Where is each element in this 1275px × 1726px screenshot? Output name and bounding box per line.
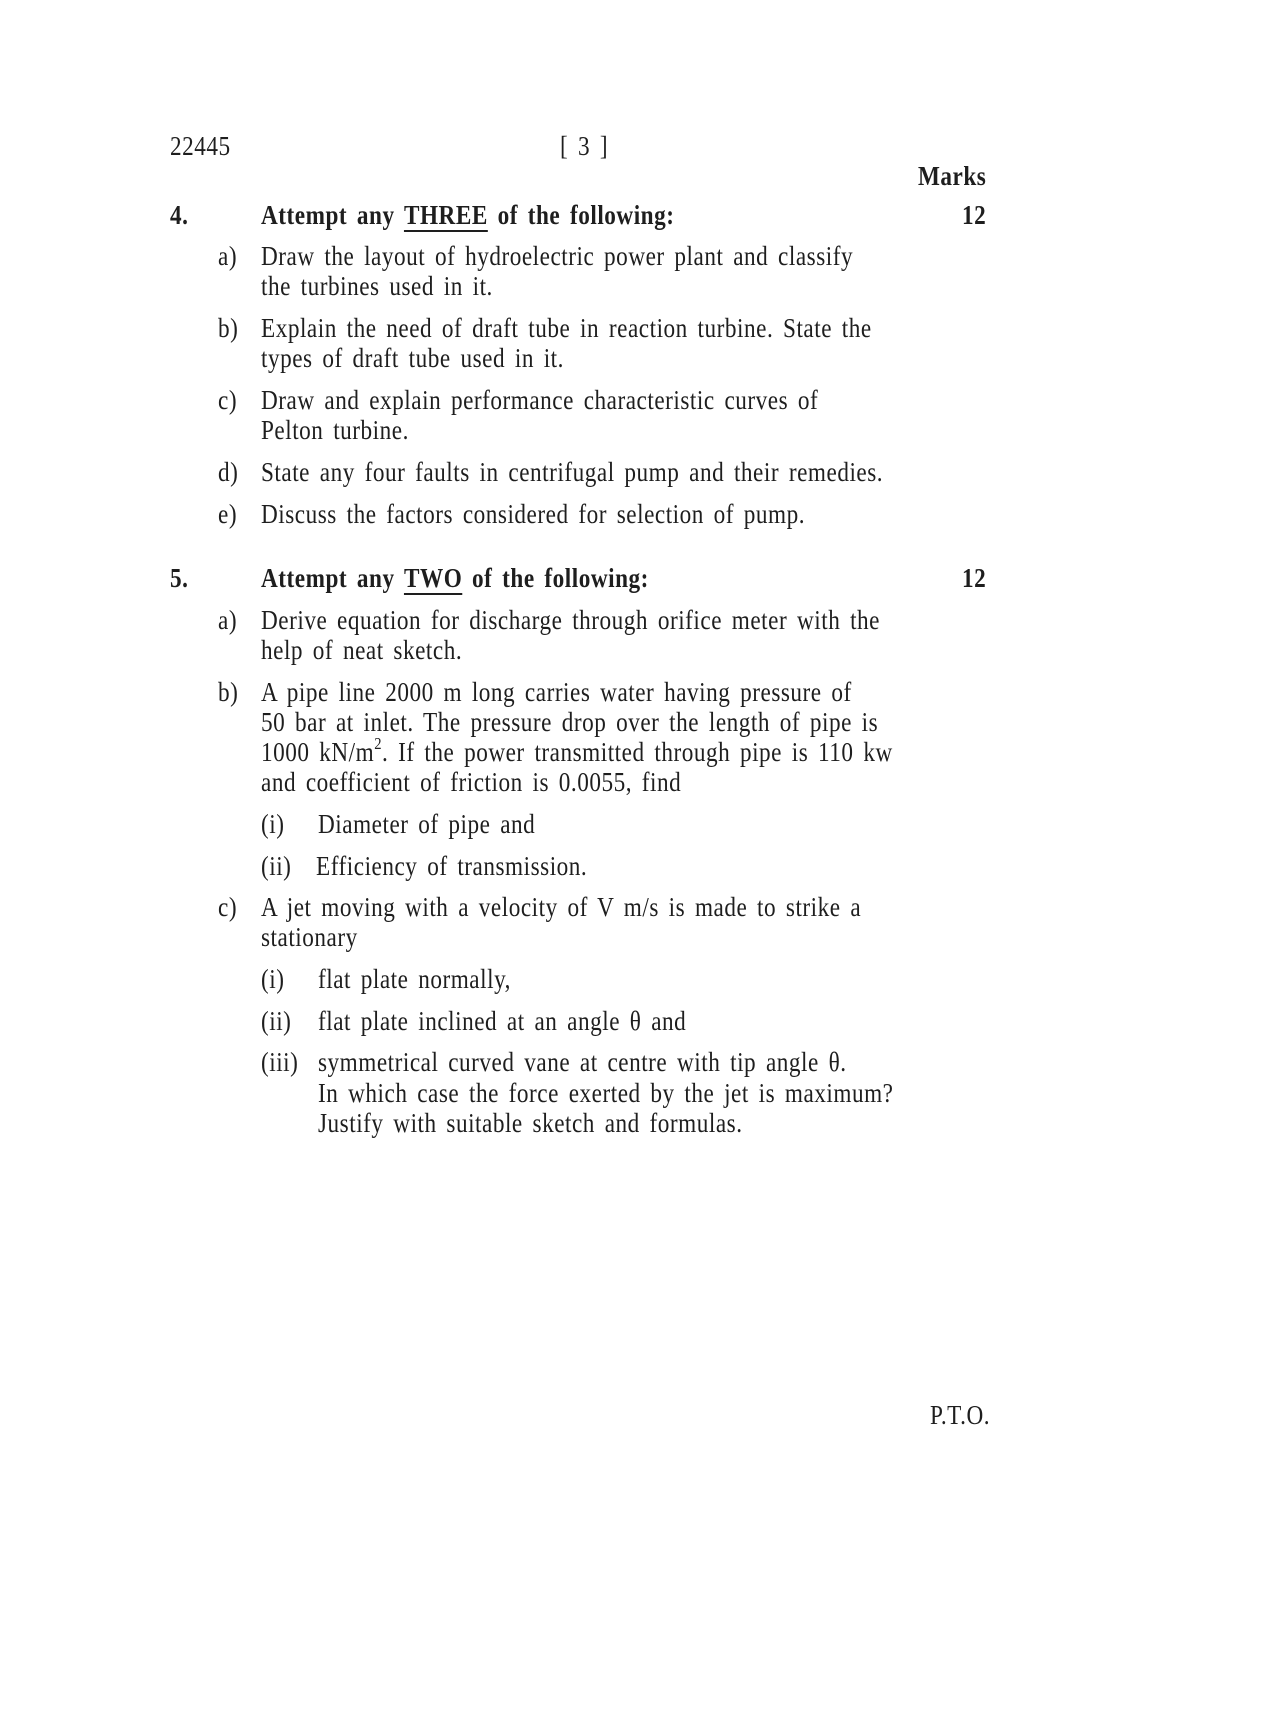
part-text-line: Derive equation for discharge through orifice meter with the [261,605,881,635]
line-text: 1000 kN/m [261,737,375,767]
part-text-line: stationary [261,922,358,952]
question-marks: 12 [962,200,987,230]
part-label: e) [218,499,238,529]
subpart-text: flat plate normally, [318,964,512,994]
part-text-line: A pipe line 2000 m long carries water having pressure of [261,677,852,707]
subpart-label: (ii) [261,851,292,881]
part-label: a) [218,605,238,635]
part-label: a) [218,241,238,271]
part-text-line [261,736,893,769]
closing-text-line: Justify with suitable sketch and formulas. [318,1108,743,1138]
part-text-line: and coefficient of friction is 0.0055, find [261,767,682,797]
instruction-text: of the following: [472,563,649,593]
subpart-text: symmetrical curved vane at centre with tip angle θ. [318,1047,847,1077]
question-instruction [261,199,674,232]
subpart-label: (i) [261,964,285,994]
part-label: b) [218,677,239,707]
question-instruction [261,562,649,595]
part-text-line: help of neat sketch. [261,635,463,665]
instruction-emphasis: THREE [403,200,488,230]
pto-note: P.T.O. [930,1400,991,1430]
marks-heading: Marks [918,161,987,191]
page-number: [ 3 ] [560,131,609,161]
instruction-emphasis: TWO [403,563,463,593]
part-text-line: 50 bar at inlet. The pressure drop over the length of pipe is [261,707,879,737]
part-text-line: Discuss the factors considered for selection of pump. [261,499,806,529]
part-text-line: Pelton turbine. [261,415,409,445]
subpart-text: flat plate inclined at an angle θ and [318,1006,687,1036]
paper-code: 22445 [170,131,231,161]
part-text-line: Explain the need of draft tube in reaction turbine. State the [261,313,872,343]
line-text: . If the power transmitted through pipe is 110 kw [382,737,893,767]
part-text-line: the turbines used in it. [261,271,493,301]
question-marks: 12 [962,563,987,593]
question-number: 4. [170,200,189,230]
subpart-label: (i) [261,809,285,839]
part-label: c) [218,892,238,922]
question-number: 5. [170,563,189,593]
closing-text-line: In which case the force exerted by the jet is maximum? [318,1078,894,1108]
part-text-line: A jet moving with a velocity of V m/s is made to strike a [261,892,862,922]
instruction-text: of the following: [497,200,675,230]
subpart-label: (ii) [261,1006,292,1036]
part-label: c) [218,385,238,415]
part-text-line: Draw and explain performance characteristic curves of [261,385,819,415]
subpart-text: Efficiency of transmission. [316,851,588,881]
subpart-label: (iii) [261,1047,299,1077]
superscript: 2 [374,734,383,753]
part-label: b) [218,313,239,343]
part-text-line: State any four faults in centrifugal pump and their remedies. [261,457,884,487]
part-label: d) [218,457,239,487]
instruction-text: Attempt any [261,200,395,230]
part-text-line: Draw the layout of hydroelectric power plant and classify [261,241,854,271]
part-text-line: types of draft tube used in it. [261,343,564,373]
instruction-text: Attempt any [261,563,395,593]
subpart-text: Diameter of pipe and [318,809,536,839]
